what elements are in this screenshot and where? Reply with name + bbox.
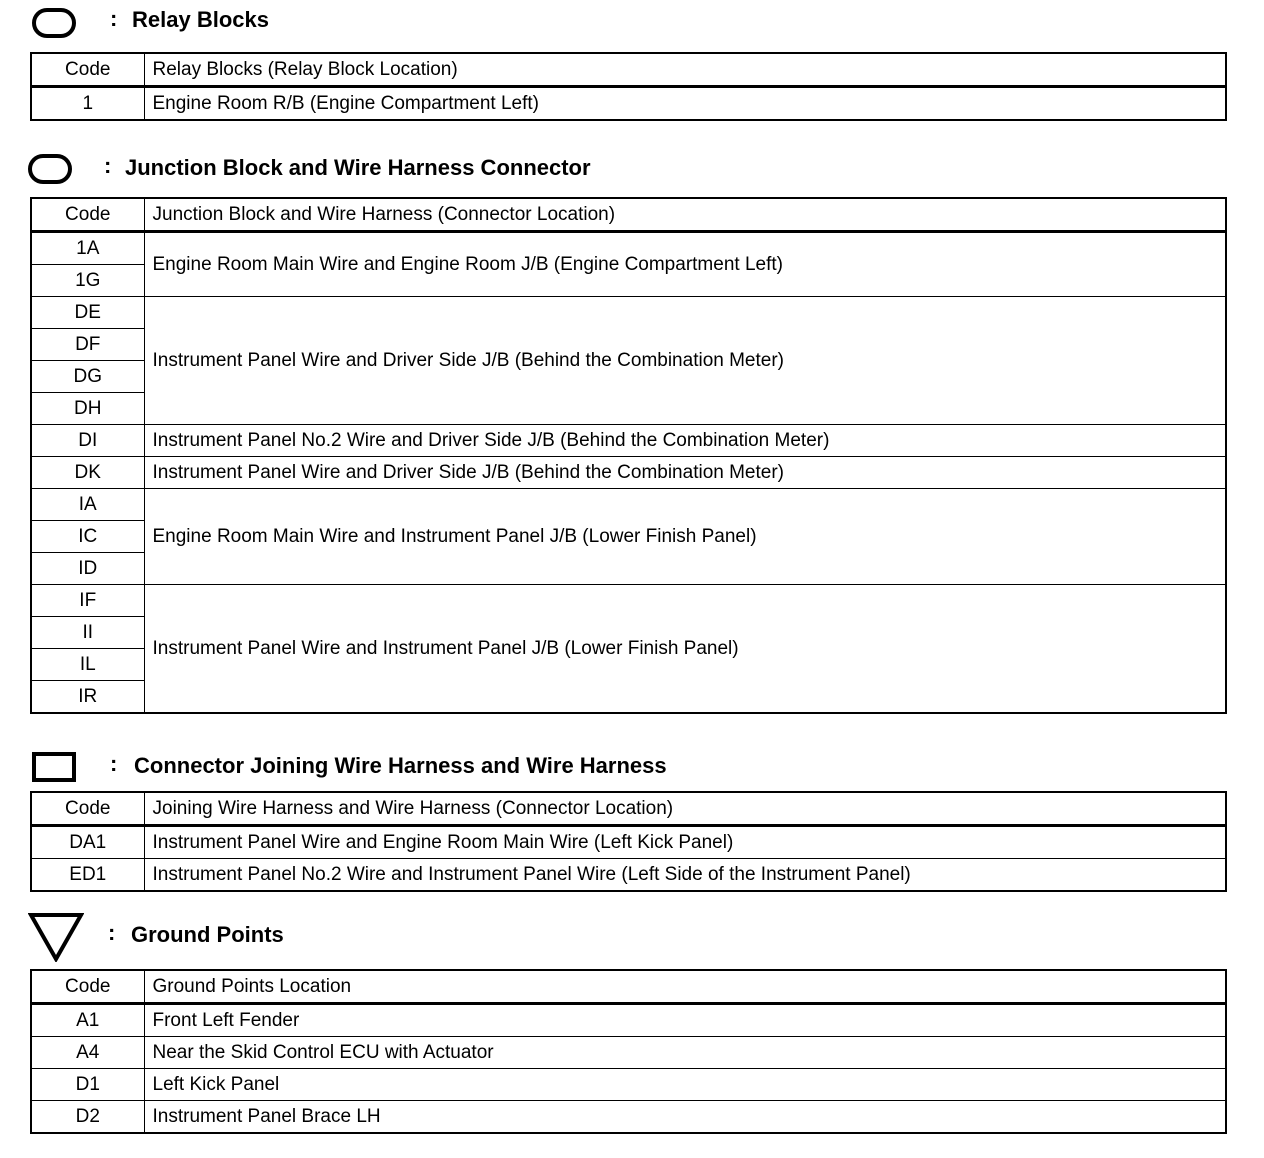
table-row (31, 457, 1226, 489)
table-header-row (31, 792, 1226, 826)
code-cell: IL (31, 649, 144, 681)
code-cell: ID (31, 553, 144, 585)
column-header-location: Joining Wire Harness and Wire Harness (Connector Location) (144, 792, 1226, 826)
code-cell: II (31, 617, 144, 649)
legend-table (30, 969, 1227, 1134)
location-cell: Instrument Panel Wire and Driver Side J/B (Behind the Combination Meter) (144, 457, 1226, 489)
section-title: Connector Joining Wire Harness and Wire Harness (134, 753, 667, 778)
rectangle-icon (32, 752, 76, 782)
code-cell: IR (31, 681, 144, 714)
table-row (31, 1069, 1226, 1101)
table-row (31, 826, 1226, 859)
legend-table (30, 791, 1227, 892)
location-cell: Instrument Panel Wire and Driver Side J/B (Behind the Combination Meter) (144, 297, 1226, 425)
colon: : (110, 751, 118, 776)
table-row (31, 425, 1226, 457)
table-row (31, 297, 1226, 329)
section-title: Junction Block and Wire Harness Connector (125, 155, 591, 180)
location-cell: Instrument Panel Wire and Engine Room Main Wire (Left Kick Panel) (144, 826, 1226, 859)
triangle-down-icon (28, 912, 84, 962)
code-cell: IA (31, 489, 144, 521)
table-row (31, 232, 1226, 265)
location-cell: Instrument Panel Brace LH (144, 1101, 1226, 1134)
table-row (31, 859, 1226, 892)
location-cell: Front Left Fender (144, 1004, 1226, 1037)
column-header-location: Ground Points Location (144, 970, 1226, 1004)
colon: : (104, 153, 112, 178)
rounded-rect-icon (32, 8, 76, 38)
table-row (31, 1004, 1226, 1037)
location-cell: Engine Room R/B (Engine Compartment Left) (144, 87, 1226, 121)
code-cell: ED1 (31, 859, 144, 892)
table-row (31, 489, 1226, 521)
location-cell: Engine Room Main Wire and Instrument Panel J/B (Lower Finish Panel) (144, 489, 1226, 585)
table-row (31, 1101, 1226, 1134)
colon: : (110, 6, 118, 31)
code-cell: DK (31, 457, 144, 489)
location-cell: Instrument Panel No.2 Wire and Driver Side J/B (Behind the Combination Meter) (144, 425, 1226, 457)
code-cell: D2 (31, 1101, 144, 1134)
code-cell: DE (31, 297, 144, 329)
code-cell: DG (31, 361, 144, 393)
legend-table (30, 197, 1227, 714)
column-header-location: Junction Block and Wire Harness (Connector Location) (144, 198, 1226, 232)
location-cell: Engine Room Main Wire and Engine Room J/B (Engine Compartment Left) (144, 232, 1226, 297)
code-cell: DA1 (31, 826, 144, 859)
column-header-location: Relay Blocks (Relay Block Location) (144, 53, 1226, 87)
column-header-code: Code (31, 53, 144, 87)
code-cell: A1 (31, 1004, 144, 1037)
column-header-code: Code (31, 198, 144, 232)
location-cell: Instrument Panel Wire and Instrument Panel J/B (Lower Finish Panel) (144, 585, 1226, 714)
code-cell: IC (31, 521, 144, 553)
code-cell: A4 (31, 1037, 144, 1069)
location-cell: Near the Skid Control ECU with Actuator (144, 1037, 1226, 1069)
section-title: Ground Points (131, 922, 284, 947)
section-title: Relay Blocks (132, 7, 269, 32)
table-row (31, 585, 1226, 617)
table-row (31, 87, 1226, 121)
column-header-code: Code (31, 792, 144, 826)
code-cell: 1G (31, 265, 144, 297)
table-header-row (31, 53, 1226, 87)
table-header-row (31, 970, 1226, 1004)
location-cell: Instrument Panel No.2 Wire and Instrument Panel Wire (Left Side of the Instrument Panel) (144, 859, 1226, 892)
code-cell: DI (31, 425, 144, 457)
rounded-rect-icon (28, 154, 72, 184)
code-cell: DF (31, 329, 144, 361)
code-cell: DH (31, 393, 144, 425)
colon: : (108, 920, 116, 945)
legend-table (30, 52, 1227, 121)
code-cell: IF (31, 585, 144, 617)
code-cell: 1 (31, 87, 144, 121)
table-header-row (31, 198, 1226, 232)
code-cell: D1 (31, 1069, 144, 1101)
table-row (31, 1037, 1226, 1069)
code-cell: 1A (31, 232, 144, 265)
location-cell: Left Kick Panel (144, 1069, 1226, 1101)
column-header-code: Code (31, 970, 144, 1004)
